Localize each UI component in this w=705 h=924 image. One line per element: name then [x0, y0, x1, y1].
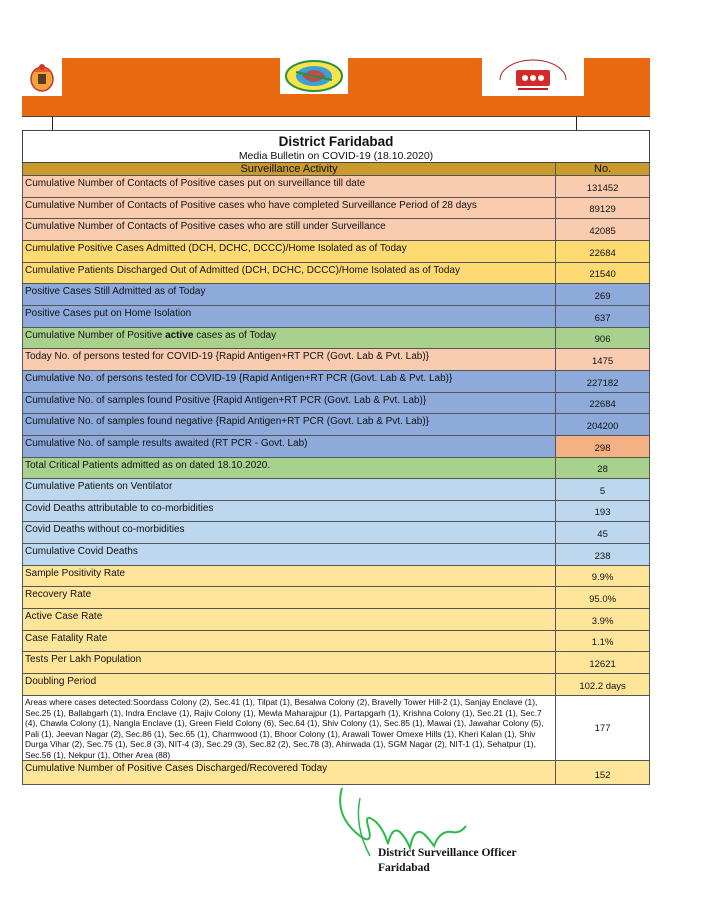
table-row: [22, 566, 650, 587]
row-value: 12621: [556, 652, 650, 673]
row-value: 45: [556, 522, 650, 543]
row-value: 95.0%: [556, 587, 650, 608]
column-header-activity: Surveillance Activity: [23, 163, 556, 175]
row-value: 1.1%: [556, 631, 650, 651]
cell-divider: [576, 117, 577, 130]
table-row: [22, 176, 650, 198]
row-label: Tests Per Lakh Population: [23, 652, 556, 673]
row-label: Covid Deaths without co-morbidities: [23, 522, 556, 543]
row-label: Cumulative Patients on Ventilator: [23, 479, 556, 500]
row-label: Cumulative Number of Positive Cases Discharged/Recovered Today: [23, 761, 556, 784]
row-label: Recovery Rate: [23, 587, 556, 608]
table-row: [22, 544, 650, 566]
row-label: Positive Cases Still Admitted as of Today: [23, 284, 556, 305]
signature-location: Faridabad: [378, 862, 430, 874]
row-value: 238: [556, 544, 650, 565]
row-value: 5: [556, 479, 650, 500]
row-value: 28: [556, 458, 650, 478]
bulletin-title: District Faridabad: [278, 134, 394, 149]
table-row: [22, 458, 650, 479]
row-value: 193: [556, 501, 650, 521]
row-label-emphasis: active: [165, 330, 194, 341]
row-value: 906: [556, 328, 650, 348]
table-row: [22, 587, 650, 609]
row-value: 21540: [556, 263, 650, 283]
row-value: 3.9%: [556, 609, 650, 630]
row-label: Doubling Period: [23, 674, 556, 695]
cell-divider: [52, 117, 53, 130]
haryana-emblem: [22, 58, 62, 96]
row-label-text: cases as of Today: [193, 330, 277, 341]
row-value: 102.2 days: [556, 674, 650, 695]
row-label: Cumulative No. of persons tested for COVID-19 {Rapid Antigen+RT PCR (Govt. Lab & Pvt. Lab)}: [23, 371, 556, 392]
table-row: [22, 198, 650, 219]
row-label: Cumulative Positive Cases Admitted (DCH, DCHC, DCCC)/Home Isolated as of Today: [23, 241, 556, 262]
table-row: [22, 522, 650, 544]
table-row: [22, 674, 650, 696]
row-label: Active Case Rate: [23, 609, 556, 630]
signature-block: [378, 846, 517, 876]
row-label: Cumulative Patients Discharged Out of Admitted (DCH, DCHC, DCCC)/Home Isolated as of Today: [23, 263, 556, 283]
row-label: [23, 328, 556, 348]
national-health-mission-logo: [482, 58, 584, 96]
table-row: [22, 609, 650, 631]
row-value: 1475: [556, 349, 650, 370]
row-value: 131452: [556, 176, 650, 197]
row-value: 42085: [556, 219, 650, 240]
table-row-areas: [22, 696, 650, 761]
row-label-text: Cumulative Number of Positive: [25, 330, 166, 341]
table-top-strip: [22, 117, 650, 131]
table-header-row: [22, 163, 650, 176]
row-value: 227182: [556, 371, 650, 392]
table-row: [22, 393, 650, 414]
row-value: 637: [556, 306, 650, 327]
row-value: 269: [556, 284, 650, 305]
row-label: Today No. of persons tested for COVID-19 {Rapid Antigen+RT PCR (Govt. Lab & Pvt. Lab)}: [23, 349, 556, 370]
row-label: Sample Positivity Rate: [23, 566, 556, 586]
row-label: Covid Deaths attributable to co-morbidities: [23, 501, 556, 521]
bulletin-table: [22, 116, 650, 785]
bulletin-subtitle: Media Bulletin on COVID-19 (18.10.2020): [23, 150, 649, 163]
table-row: [22, 479, 650, 501]
table-row: [22, 284, 650, 306]
row-label: Cumulative Number of Contacts of Positive cases who have completed Surveillance Period of 28 days: [23, 198, 556, 218]
table-row: [22, 306, 650, 328]
row-label: Cumulative No. of samples found Positive {Rapid Antigen+RT PCR (Govt. Lab & Pvt. Lab)}: [23, 393, 556, 413]
table-row: [22, 371, 650, 393]
column-header-no: No.: [556, 163, 650, 175]
row-label: Cumulative Number of Contacts of Positive cases put on surveillance till date: [23, 176, 556, 197]
row-value: 298: [556, 436, 650, 457]
table-row: [22, 349, 650, 371]
table-row: [22, 652, 650, 674]
table-row: [22, 501, 650, 522]
row-label: Cumulative Number of Contacts of Positive cases who are still under Surveillance: [23, 219, 556, 240]
table-row: [22, 328, 650, 349]
table-row: [22, 241, 650, 263]
table-row: [22, 263, 650, 284]
row-label: Positive Cases put on Home Isolation: [23, 306, 556, 327]
row-label: Case Fatality Rate: [23, 631, 556, 651]
table-row: [22, 631, 650, 652]
table-row: [22, 436, 650, 458]
row-label: Cumulative Covid Deaths: [23, 544, 556, 565]
row-value: 22684: [556, 393, 650, 413]
row-value: 89129: [556, 198, 650, 218]
row-value: 9.9%: [556, 566, 650, 586]
row-label: Cumulative No. of sample results awaited (RT PCR - Govt. Lab): [23, 436, 556, 457]
areas-detected-text: Areas where cases detected:Soordass Colony (2), Sec.41 (1), Tilpat (1), Besalwa Colony (2), Bravelly Tower Hill-2 (1), Sanjay Enclave (1), Sec.25 (1), Ballabgarh (1), Indra Enclave (1), Rajiv Colony (1), Mewla Maharajpur (1), Partapgarh (1), Krishna Colony (1), Sec.21 (1), Sec.7 (4), Chawla Colony (1), Nangla Enclave (1), Green Field Colony (6), Sec.64 (1), Shiv Colony (1), Sec.85 (1), Mawai (1), Jawahar Colony (5), Pali (1), Jeevan Nagar (2), Sec.86 (1), Sec.65 (1), Charmwood (1), Bhoor Colony (1), Arawali Tower Omexe Hills (1), Kheri Kalan (1), Shiv Durga Vihar (2), Sec.75 (1), Sec.8 (3), NIT-4 (3), Sec.29 (3), Sec.82 (2), Sec.78 (3), Ahirwada (1), SGM Nagar (2), NIT-1 (1), Sehatpur (1), Sec.56 (1), Nekpur (1), Other Area (88): [23, 696, 556, 760]
row-value: 204200: [556, 414, 650, 435]
row-value: 152: [556, 761, 650, 784]
table-row: [22, 414, 650, 436]
row-value: 22684: [556, 241, 650, 262]
header-banner: [22, 58, 650, 116]
health-mission-logo: [280, 58, 348, 94]
row-value: 177: [556, 696, 650, 760]
table-row: [22, 219, 650, 241]
table-row: [22, 761, 650, 785]
row-label: Total Critical Patients admitted as on dated 18.10.2020.: [23, 458, 556, 478]
title-block: [22, 131, 650, 163]
row-label: Cumulative No. of samples found negative {Rapid Antigen+RT PCR (Govt. Lab & Pvt. Lab)}: [23, 414, 556, 435]
signature-designation: District Surveillance Officer: [378, 847, 517, 859]
